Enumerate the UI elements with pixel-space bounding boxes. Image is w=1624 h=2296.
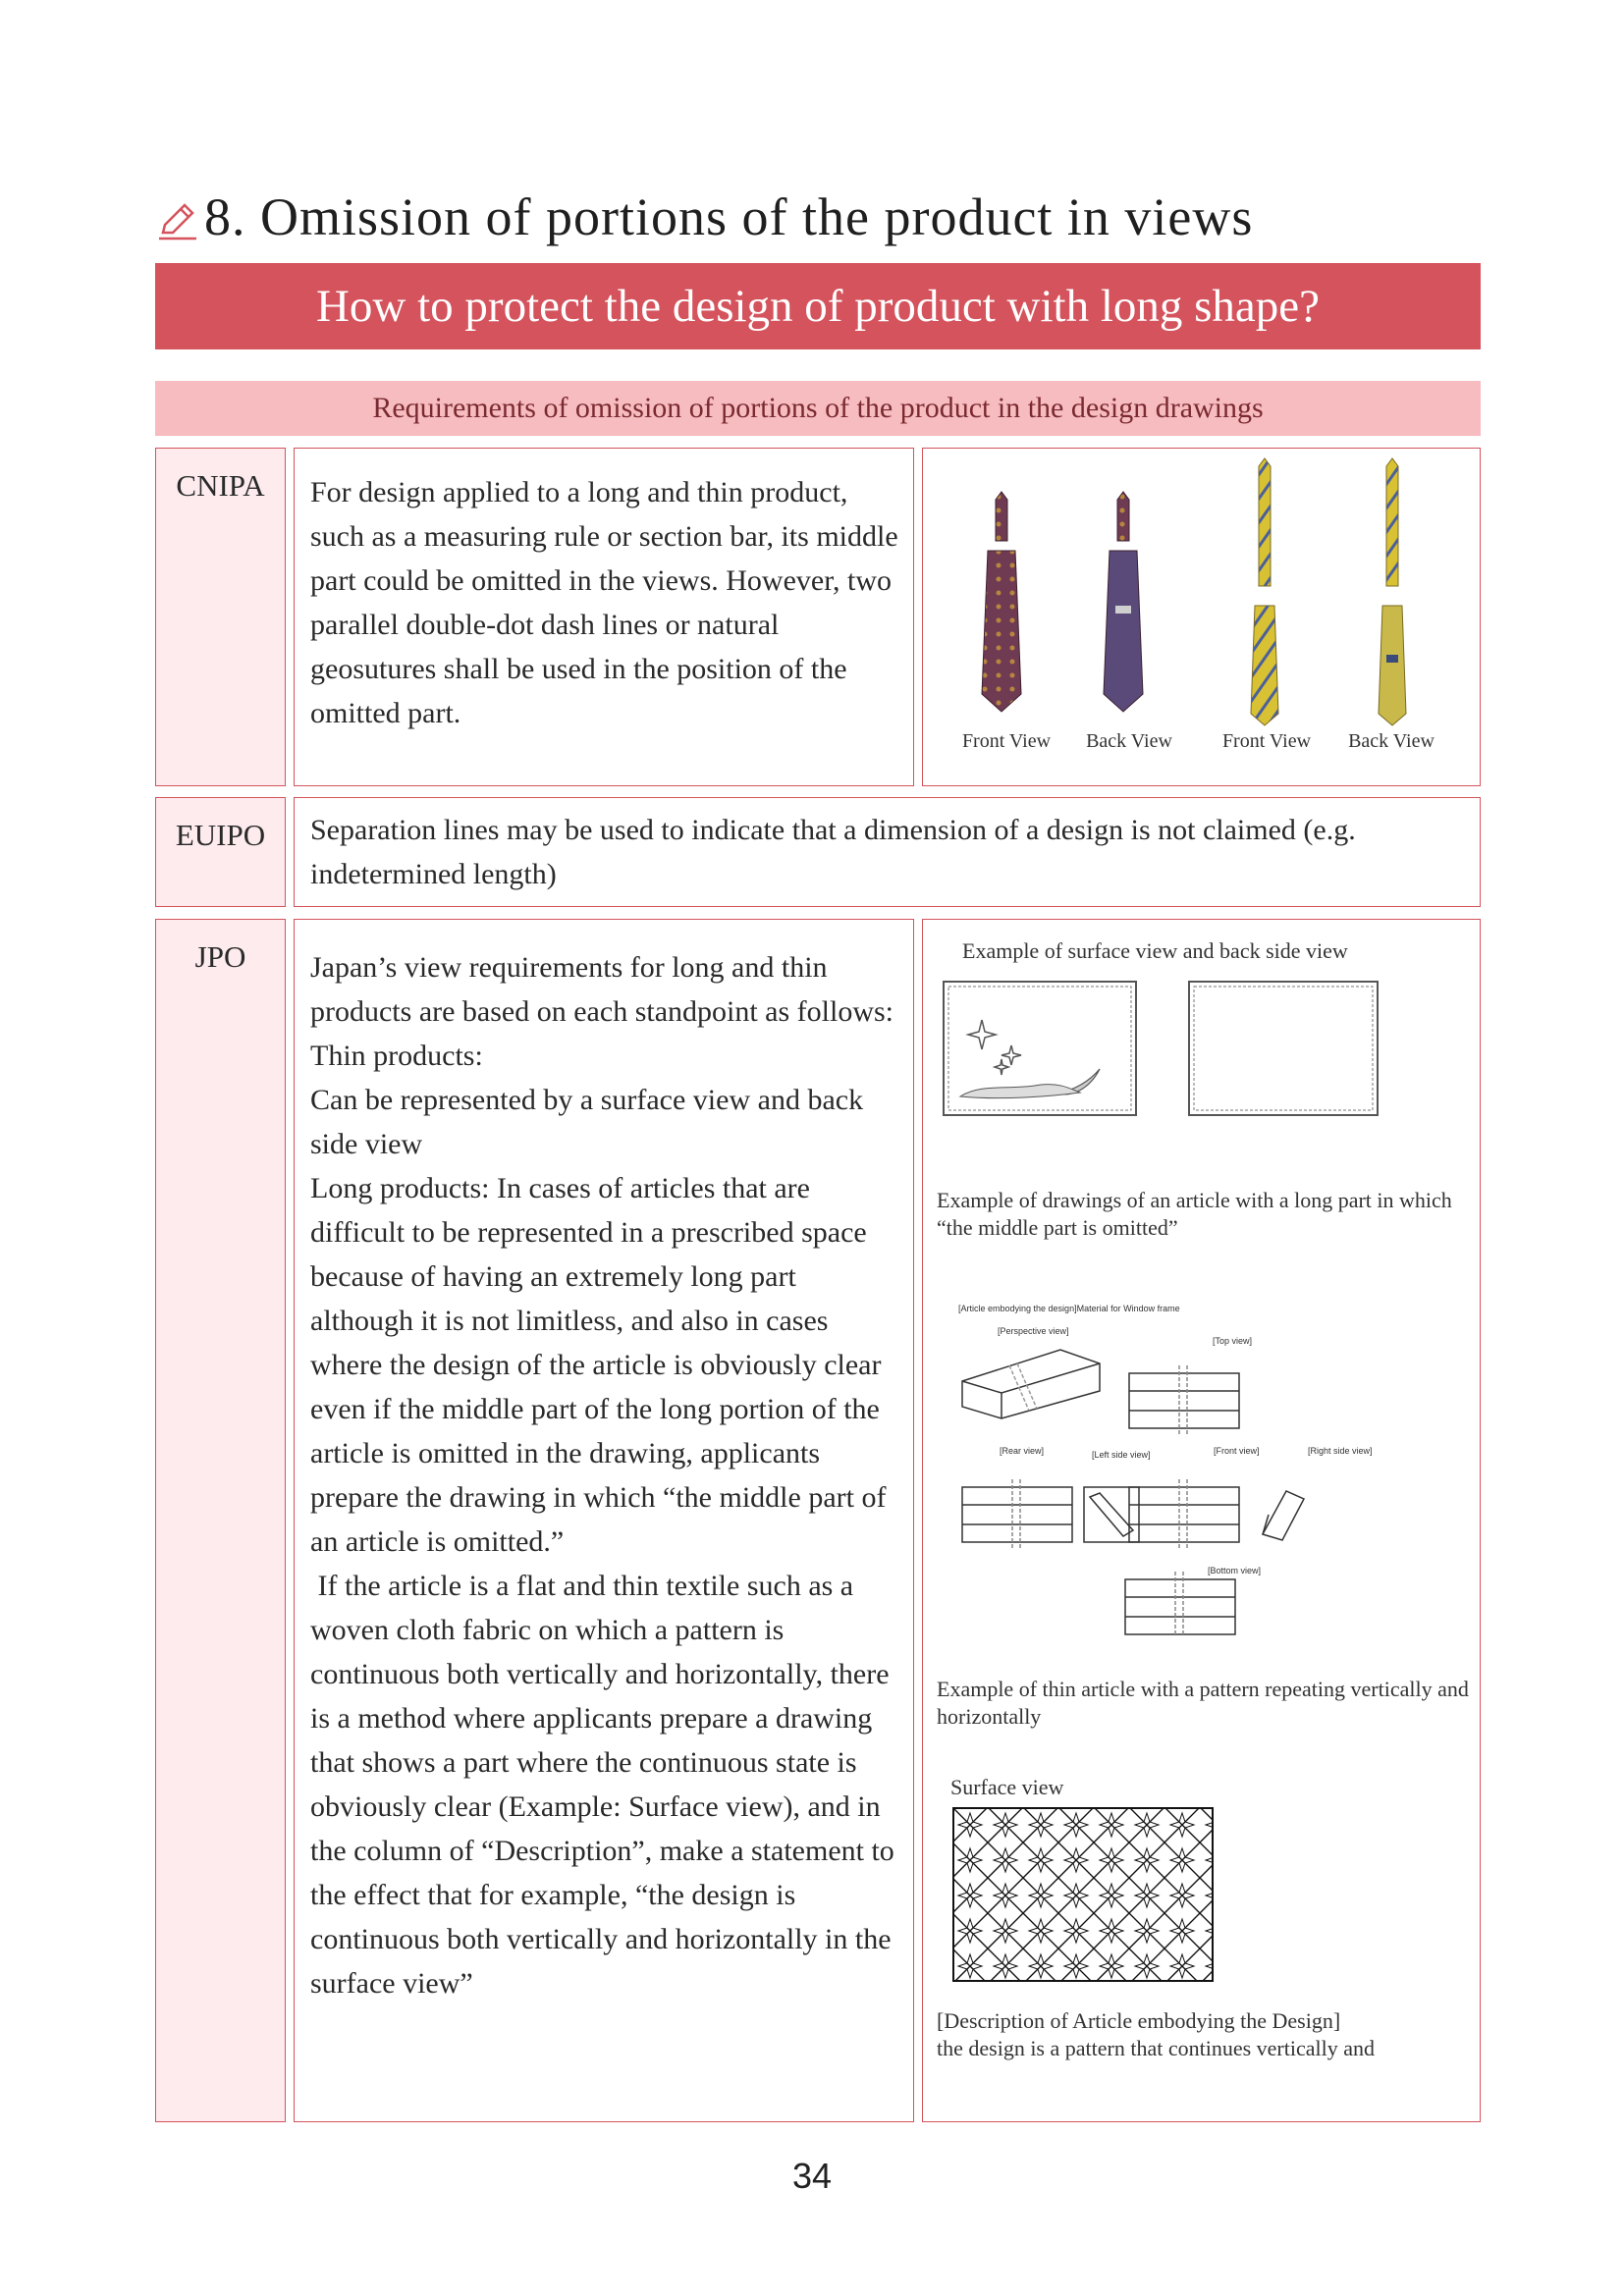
question-banner: How to protect the design of product with long shape? [155, 263, 1481, 349]
euipo-label: EUIPO [155, 797, 286, 907]
tie-yellow-front-bottom [1251, 606, 1278, 725]
description-text: the design is a pattern that continues vertically and [937, 2036, 1375, 2060]
requirements-subheader: Requirements of omission of portions of the product in the design drawings [155, 381, 1481, 436]
tie-front-top [996, 492, 1007, 541]
tie-back-bottom [1104, 551, 1143, 712]
top-view-label: [Top view] [1213, 1336, 1253, 1346]
jpo-caption-surface-back: Example of surface view and back side view [962, 938, 1348, 963]
left-view-label: [Left side view] [1092, 1450, 1151, 1460]
page-number: 34 [791, 2156, 833, 2196]
caption-front-view-1: Front View [961, 730, 1052, 752]
jpo-paragraph-3: Can be represented by a surface view and back side view [310, 1084, 864, 1160]
cnipa-figure [922, 448, 1481, 786]
caption-back-view-2: Back View [1348, 730, 1435, 752]
drawing-title-label: [Article embodying the design]Material for Window frame [958, 1304, 1180, 1313]
perspective-label: [Perspective view] [998, 1326, 1069, 1336]
tie-yellow-label [1386, 655, 1398, 663]
jpo-text [294, 919, 914, 2122]
window-frame-drawings [952, 1342, 1365, 1636]
heading-text: 8. Omission of portions of the product in views [204, 187, 1254, 246]
description-title: [Description of Article embodying the Design] [937, 2008, 1341, 2033]
jpo-figure [922, 919, 1481, 2122]
front-view-label: [Front view] [1214, 1446, 1260, 1456]
jpo-paragraph-2: Thin products: [310, 1040, 483, 1072]
tie-yellow-back-bottom [1379, 606, 1406, 725]
section-heading [157, 187, 1253, 247]
jpo-paragraph-1: Japan’s view requirements for long and thin products are based on each standpoint as follows: [310, 951, 894, 1028]
pencil-icon [157, 199, 198, 240]
ties-illustration [923, 449, 1479, 784]
jpo-label: JPO [155, 919, 286, 2122]
bottom-view-label: [Bottom view] [1208, 1566, 1262, 1575]
jpo-caption-long-part: Example of drawings of an article with a long part in which “the middle part is omitted” [937, 1188, 1452, 1240]
jpo-paragraph-4: Long products: In cases of articles that are difficult to be represented in a prescribed space because of having an extremely long part although it is not limitless, and also in cases where the design of the article is obviously clear even if the middle part of the long portion of the article is omitted in the drawing, applicants prepare the drawing in which “the middle part of an article is omitted.” [310, 1172, 887, 1558]
jpo-paragraph-5: If the article is a flat and thin textile such as a woven cloth fabric on which a pattern is continuous both vertically and horizontally, there is a method where applicants prepare a drawing that shows a part where the continuous state is obviously clear (Example: Surface view), and in the column of “Description”, make a statement to the effect that for example, “the design is continuous both vertically and horizontally in the surface view” [310, 1570, 902, 2000]
rear-view-label: [Rear view] [1000, 1446, 1045, 1456]
cnipa-label: CNIPA [155, 448, 286, 786]
caption-back-view-1: Back View [1086, 730, 1172, 752]
tie-yellow-back-top [1386, 458, 1398, 586]
surface-view-label: Surface view [950, 1775, 1064, 1799]
surface-view-pattern [952, 1807, 1216, 1984]
tie-label [1115, 606, 1131, 614]
caption-front-view-2: Front View [1221, 730, 1312, 752]
tie-front-bottom [982, 551, 1021, 712]
tie-back-top [1117, 492, 1129, 541]
jpo-caption-pattern: Example of thin article with a pattern repeating vertically and horizontally [937, 1677, 1469, 1729]
cnipa-text: For design applied to a long and thin product, such as a measuring rule or section bar, its middle part could be omitted in the views. However, two parallel double-dot dash lines or natural geosutures shall be used in the position of the omitted part. [294, 448, 914, 786]
tie-yellow-front-top [1259, 458, 1271, 586]
right-view-label: [Right side view] [1308, 1446, 1373, 1456]
surface-back-views [943, 981, 1463, 1118]
euipo-text: Separation lines may be used to indicate that a dimension of a design is not claimed (e.g. indetermined length) [294, 797, 1481, 907]
